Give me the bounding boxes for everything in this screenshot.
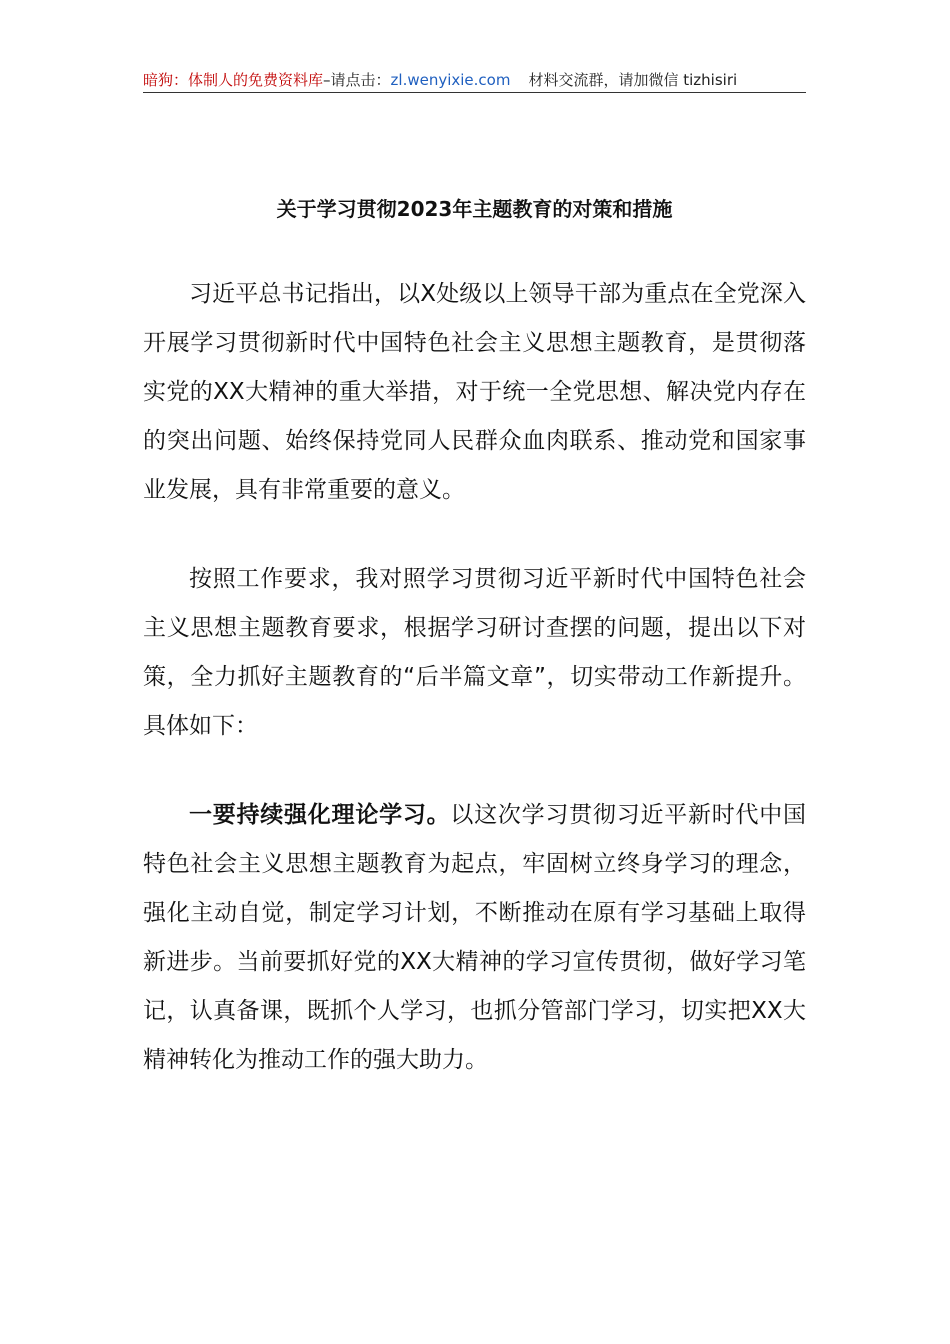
page-header: [143, 68, 806, 93]
document-body: [143, 270, 806, 1125]
paragraph-intro: 习近平总书记指出，以X处级以上领导干部为重点在全党深入开展学习贯彻新时代中国特色社会主义思想主题教育，是贯彻落实党的XX大精神的重大举措，对于统一全党思想、解决党内存在的突出问题、始终保持党同人民群众血肉联系、推动党和国家事业发展，具有非常重要的意义。: [143, 281, 806, 503]
document-title: 关于学习贯彻2023年主题教育的对策和措施: [276, 197, 673, 221]
paragraph-requirements: 按照工作要求，我对照学习贯彻习近平新时代中国特色社会主义思想主题教育要求，根据学习研讨查摆的问题，提出以下对策，全力抓好主题教育的“后半篇文章”，切实带动工作新提升。具体如下：: [143, 566, 806, 739]
header-extra: 材料交流群，请加微信 tizhisiri: [528, 71, 738, 89]
paragraph-measure-1: [143, 791, 806, 1085]
header-prompt: –请点击：: [323, 71, 391, 89]
header-brand: 暗狗：体制人的免费资料库: [143, 71, 324, 89]
paragraph-text: 以这次学习贯彻习近平新时代中国特色社会主义思想主题教育为起点，牢固树立终身学习的理念，强化主动自觉，制定学习计划，不断推动在原有学习基础上取得新进步。当前要抓好党的XX大精神的学习宣传贯彻，做好学习笔记，认真备课，既抓个人学习，也抓分管部门学习，切实把XX大精神转化为推动工作的强大助力。: [143, 802, 807, 1073]
paragraph-lead: 一要持续强化理论学习。: [189, 802, 451, 828]
header-link[interactable]: zl.wenyixie.com: [390, 71, 511, 89]
